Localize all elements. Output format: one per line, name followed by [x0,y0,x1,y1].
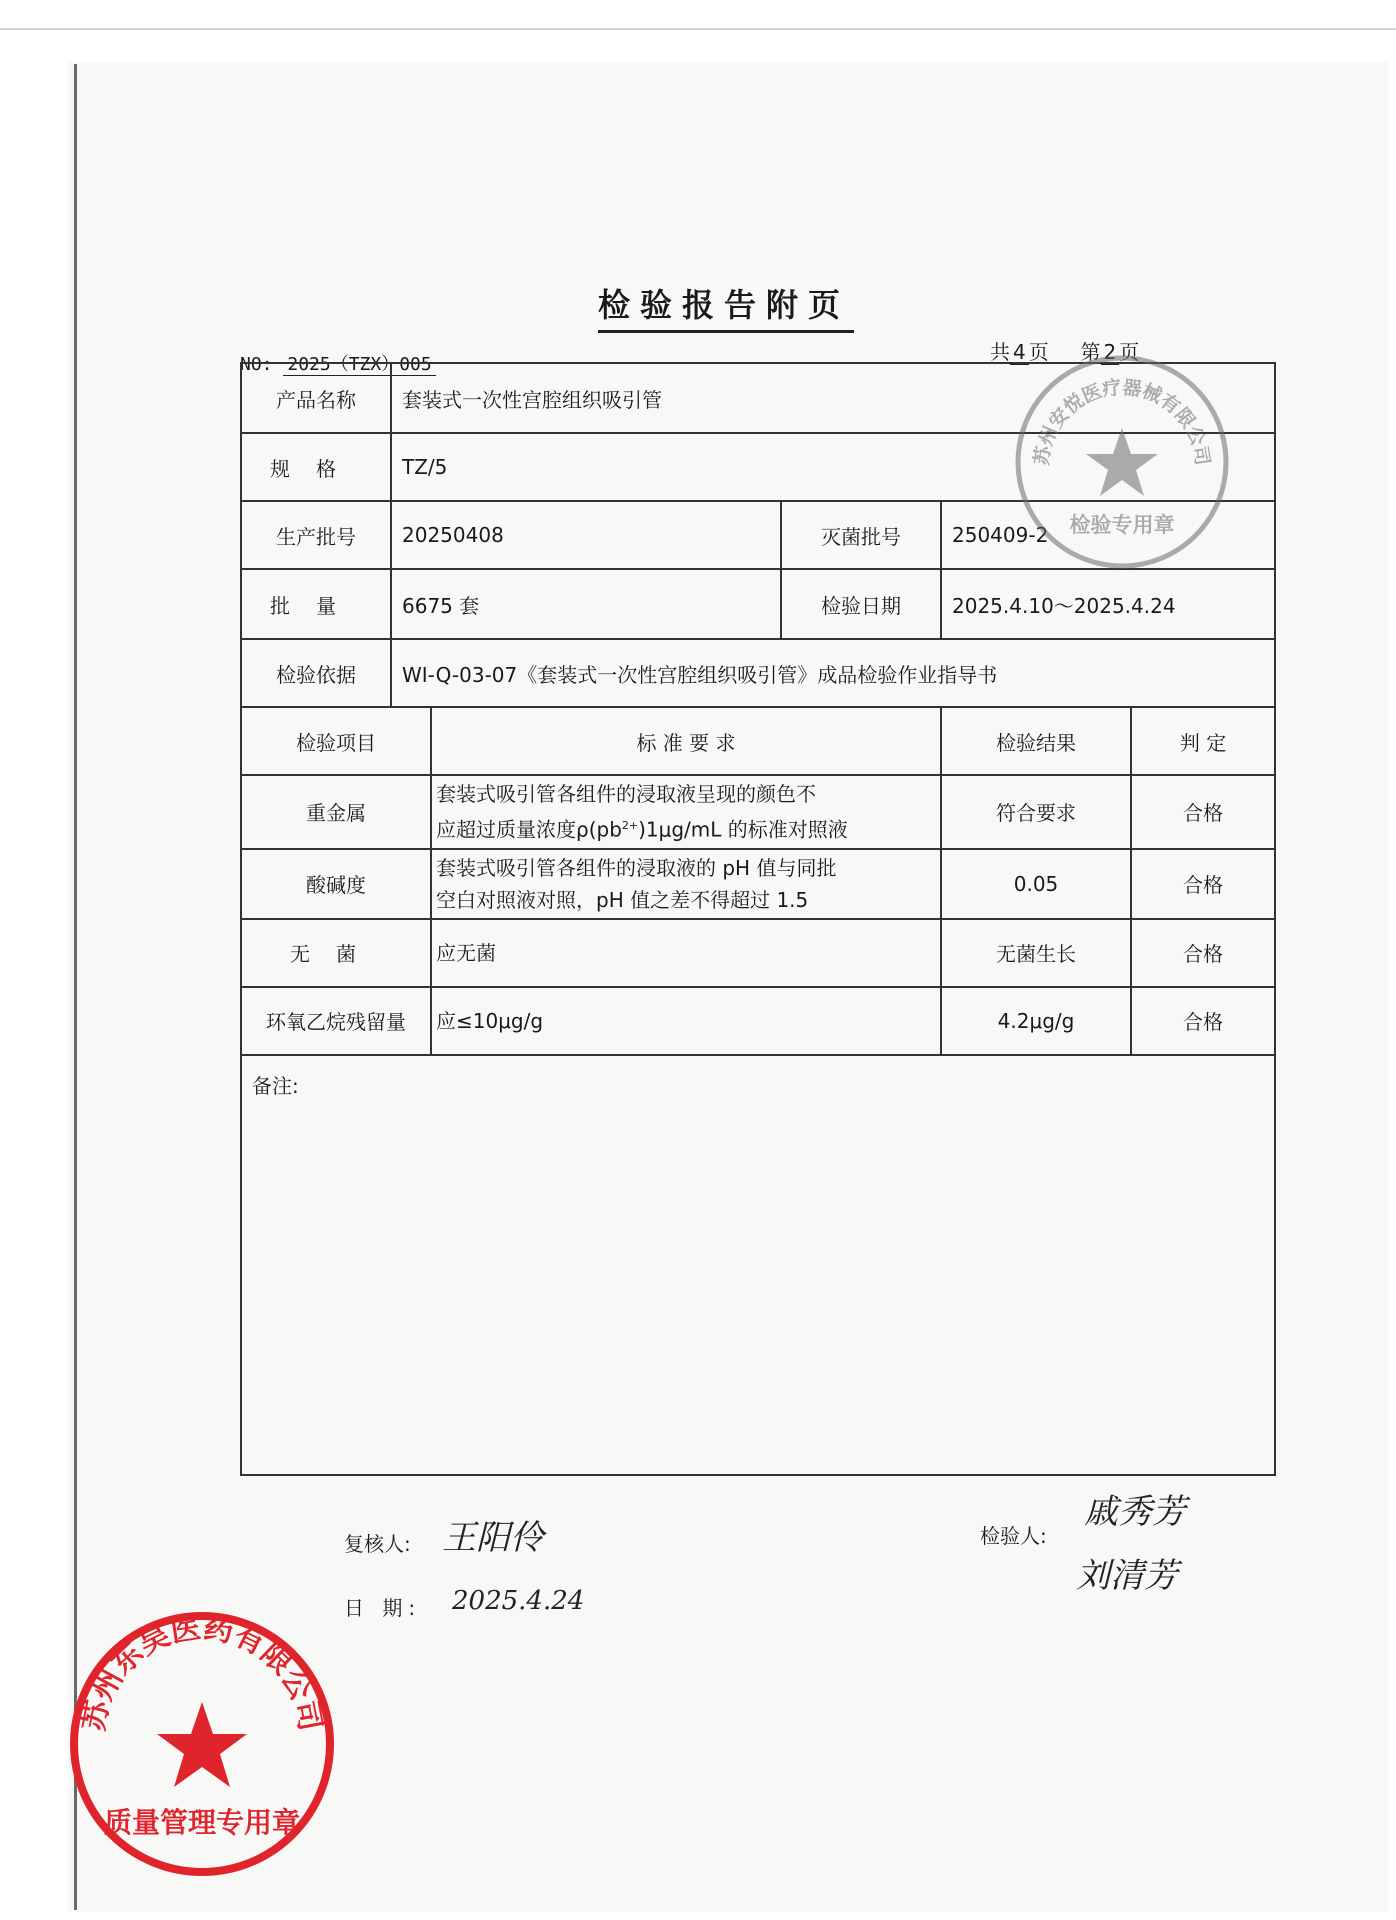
req-line-2: 空白对照液对照，pH 值之差不得超过 1.5 [436,887,809,912]
product-name-value: 套装式一次性宫腔组织吸引管 [391,363,1275,433]
page-current: 2 [1101,340,1120,365]
header-requirement: 标 准 要 求 [431,707,941,775]
scan-edge-top [0,28,1396,30]
inspector-signature-2 [1076,1548,1178,1597]
spec-label: 规格 [241,433,391,501]
result-sterility: 无菌生长 [941,919,1131,987]
report-number-value: 2025（TZX）005 [283,354,435,376]
basis-label: 检验依据 [241,639,391,707]
item-sterility: 无菌 [241,919,431,987]
inspector-signature-2-text: 刘清芳 [1076,1556,1178,1596]
result-heavy-metal: 符合要求 [941,775,1131,849]
req-line-2b: )1μg/mL 的标准对照液 [638,817,848,842]
req-line-2a: 应超过质量浓度ρ(pb [436,817,622,842]
results-header-row [241,707,1275,775]
pages-total-suffix: 页 [1028,340,1049,364]
reviewer-signature-text: 王阳伶 [442,1518,544,1558]
requirement-sterility: 应无菌 [431,919,941,987]
production-batch-value: 20250408 [391,501,781,569]
result-row-heavy-metal [241,775,1275,849]
quality-management-seal [64,1606,340,1882]
basis-value: WI-Q-03-07《套装式一次性宫腔组织吸引管》成品检验作业指导书 [391,639,1275,707]
reviewer-signature [442,1510,544,1559]
result-eo-residue: 4.2μg/g [941,987,1131,1055]
date-handwritten: 2025.4.24 [452,1586,585,1616]
report-number-label: NO: [240,354,273,375]
inspector-signature-1 [1084,1484,1186,1533]
item-eo-residue: 环氧乙烷残留量 [241,987,431,1055]
sterilization-batch-label: 灭菌批号 [781,501,941,569]
grey-seal-inner-text: 检验专用章 [1069,513,1175,537]
report-title: 检验报告附页 [598,280,854,333]
item-ph: 酸碱度 [241,849,431,919]
spec-value: TZ/5 [391,433,1275,501]
inspector-signature-1-text: 戚秀芳 [1084,1492,1186,1532]
grey-seal-outer-text: 苏州安悦医疗器械有限公司 [1030,376,1214,467]
verdict-ph: 合格 [1131,849,1275,919]
remark-cell: 备注: [241,1055,1275,1475]
item-heavy-metal: 重金属 [241,775,431,849]
verdict-eo-residue: 合格 [1131,987,1275,1055]
quantity-label: 批量 [241,569,391,639]
result-row-sterility [241,919,1275,987]
inspection-date-value: 2025.4.10～2025.4.24 [941,569,1275,639]
req-line-1: 套装式吸引管各组件的浸取液呈现的颜色不 [436,782,816,806]
verdict-heavy-metal: 合格 [1131,775,1275,849]
reviewer-label: 复核人: [344,1532,411,1556]
requirement-heavy-metal [431,775,941,849]
sterilization-batch-value: 250409-2 [941,501,1275,569]
inspection-seal [1010,350,1234,574]
page-current-prefix: 第 [1080,340,1101,364]
header-verdict: 判 定 [1131,707,1275,775]
inspector-label: 检验人: [980,1524,1047,1548]
date-label: 日 期: [344,1596,422,1620]
row-remark [241,1055,1275,1475]
page-current-suffix: 页 [1119,340,1140,364]
red-seal-inner-text: 质量管理专用章 [103,1806,301,1839]
production-batch-label: 生产批号 [241,501,391,569]
pages-total-prefix: 共 [990,340,1010,364]
quantity-value: 6675 套 [391,569,781,639]
verdict-sterility: 合格 [1131,919,1275,987]
requirement-eo-residue: 应≤10μg/g [431,987,941,1055]
header-result: 检验结果 [941,707,1131,775]
row-basis [241,639,1275,707]
result-row-eo-residue [241,987,1275,1055]
result-row-ph [241,849,1275,919]
req-sup: 2+ [621,819,639,832]
product-name-label: 产品名称 [241,363,391,433]
req-line-1: 套装式吸引管各组件的浸取液的 pH 值与同批 [436,855,837,880]
row-quantity-date [241,569,1275,639]
pages-total: 4 [1010,340,1029,365]
requirement-ph [431,849,941,919]
red-seal-outer-text: 苏州东吴医药有限公司 [76,1610,328,1734]
header-item: 检验项目 [241,707,431,775]
result-ph: 0.05 [941,849,1131,919]
inspection-date-label: 检验日期 [781,569,941,639]
